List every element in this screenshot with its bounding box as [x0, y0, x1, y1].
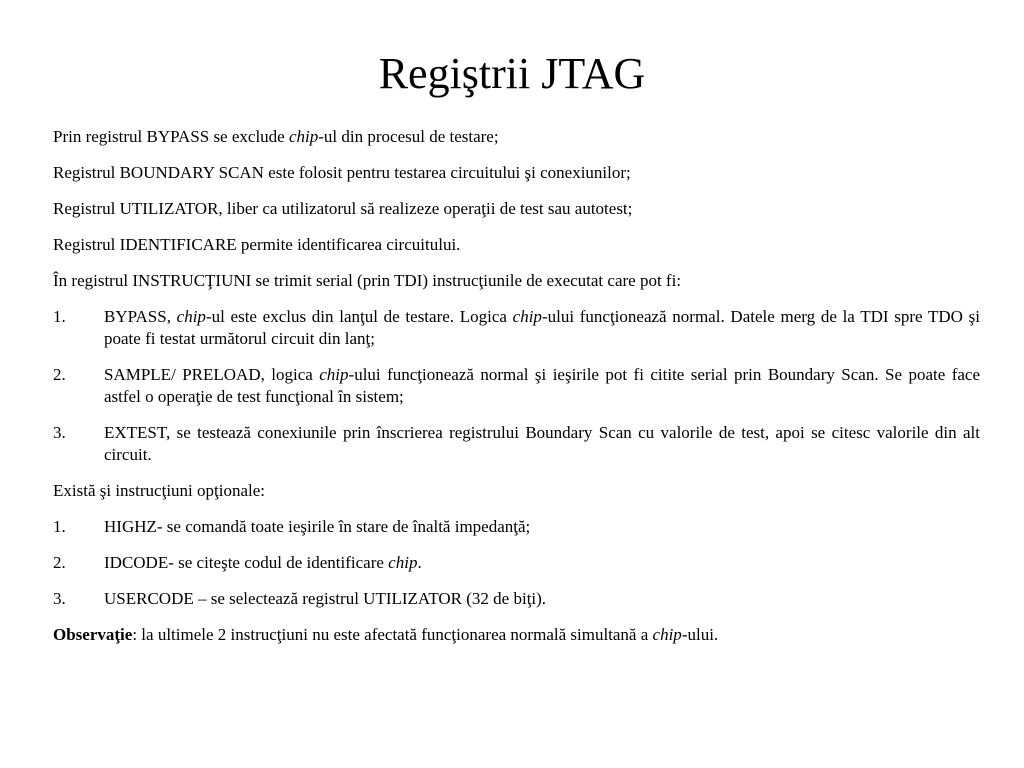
text-run: -ului funcţionează normal. Datele merg de la TDI spre TDO şi poate fi testat următorul circuit din lanţ;	[104, 307, 980, 348]
list-item-extest	[53, 422, 980, 466]
list-number: 1.	[53, 517, 66, 536]
list-text: HIGHZ- se comandă toate ieşirile în stare de înaltă impedanţă;	[104, 517, 531, 536]
note-label: Observaţie	[53, 625, 133, 644]
list-text: USERCODE – se selectează registrul UTILIZATOR (32 de biţi).	[104, 589, 547, 608]
italic-run: chip	[512, 307, 542, 326]
list-item-bypass	[53, 306, 980, 350]
text-run: IDCODE- se citeşte codul de identificare	[104, 553, 389, 572]
text-run: -ul este exclus din lanţul de testare. Logica	[205, 307, 513, 326]
list-number: 3.	[53, 423, 66, 442]
paragraph-identificare: Registrul IDENTIFICARE permite identificarea circuitului.	[53, 235, 461, 254]
slide-body	[53, 126, 980, 660]
list-item-usercode	[53, 588, 980, 610]
paragraph-bypass	[53, 126, 980, 148]
list-item-sample-preload	[53, 364, 980, 408]
list-text: EXTEST, se testează conexiunile prin înscrierea registrului Boundary Scan cu valorile de test, apoi se citesc valorile din alt circuit.	[104, 423, 980, 464]
text-run: -ul din procesul de testare;	[318, 127, 499, 146]
list-text	[104, 552, 980, 574]
list-number: 2.	[53, 365, 66, 384]
list-number: 1.	[53, 307, 66, 326]
list-number: 3.	[53, 589, 66, 608]
text-run: .	[417, 553, 422, 572]
text-run: BYPASS,	[104, 307, 177, 326]
italic-run: chip	[288, 127, 319, 146]
italic-run: chip	[319, 365, 349, 384]
list-number: 2.	[53, 553, 66, 572]
list-item-idcode	[53, 552, 980, 574]
slide-title: Regiştrii JTAG	[378, 49, 646, 98]
paragraph-utilizator: Registrul UTILIZATOR, liber ca utilizatorul să realizeze operaţii de test sau autotest;	[53, 199, 633, 218]
list-text	[104, 364, 980, 408]
text-run: -ului funcţionează normal şi ieşirile pot fi citite serial prin Boundary Scan. Se poate face astfel o operaţie de test funcţional în sistem;	[104, 365, 980, 406]
text-run: : la ultimele 2 instrucţiuni nu este afectată funcţionarea normală simultană a	[132, 625, 653, 644]
paragraph-optional-heading: Există şi instrucţiuni opţionale:	[53, 481, 266, 500]
paragraph-instructiuni: În registrul INSTRUCŢIUNI se trimit serial (prin TDI) instrucţiunile de executat care pot fi:	[53, 271, 682, 290]
text-run: Prin registrul BYPASS se exclude	[53, 127, 289, 146]
text-run: -ului.	[681, 625, 719, 644]
text-run: SAMPLE/ PRELOAD, logica	[104, 365, 320, 384]
paragraph-note	[53, 624, 980, 646]
list-item-highz	[53, 516, 980, 538]
italic-run: chip	[652, 625, 682, 644]
list-text	[104, 306, 980, 350]
italic-run: chip	[176, 307, 206, 326]
italic-run: chip	[388, 553, 418, 572]
paragraph-boundary-scan: Registrul BOUNDARY SCAN este folosit pentru testarea circuitului şi conexiunilor;	[53, 163, 631, 182]
